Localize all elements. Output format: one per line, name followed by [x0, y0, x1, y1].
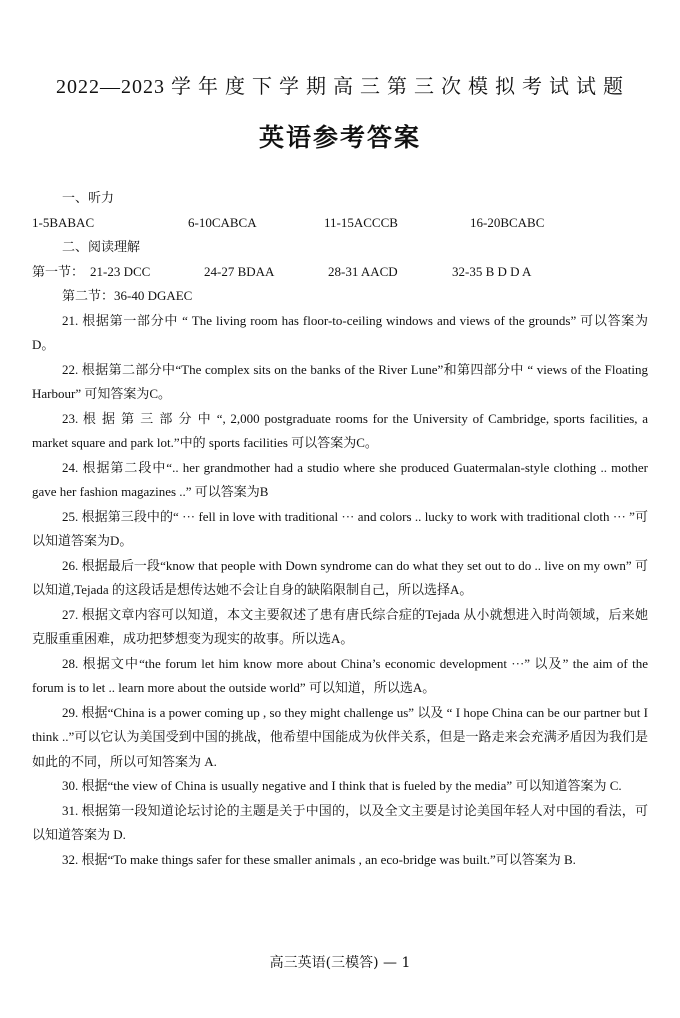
listening-section-label: 一、听力: [62, 190, 115, 205]
reading-group-2: 24-27 BDAA: [204, 263, 275, 279]
explanation-29: 29. 根据“China is a power coming up , so they might challenge us” 以及 “ I hope China can be our partner but I think ..”可以它认为美国受到中国的挑战，他希望中国能成为伙伴关系，但是一路走来会充满矛盾因为我们是如此的不同，所以可知答案为 A.: [32, 704, 648, 769]
reading-part1-label: 第一节：: [32, 263, 85, 279]
reading-group-4: 32-35 B D D A: [452, 263, 532, 279]
listening-group-3: 11-15ACCCB: [324, 214, 398, 230]
document-heading: 英语参考答案: [258, 123, 421, 152]
explanation-23: 23. 根 据 第 三 部 分 中 “, 2,000 postgraduate rooms for the University of Cambridge, sports facilities, a market square and park lot.”中的 sports facilities 可以答案为C。: [32, 410, 648, 450]
explanation-22: 22. 根据第二部分中“The complex sits on the banks of the River Lune”和第四部分中 “ views of the Floating Harbour” 可知答案为C。: [32, 361, 648, 401]
explanation-27: 27. 根据文章内容可以知道，本文主要叙述了患有唐氏综合症的Tejada 从小就想进入时尚领域，后来她克服重重困难，成功把梦想变为现实的故事。所以选A。: [32, 606, 648, 646]
explanation-26: 26. 根据最后一段“know that people with Down syndrome can do what they set out to do .. live on my own” 可以知道,Tejada 的这段话是想传达她不会让自身的缺陷限制自己，所以选择A。: [32, 557, 648, 597]
reading-group-3: 28-31 AACD: [328, 263, 398, 279]
explanation-25: 25. 根据第三段中的“ ··· fell in love with traditional ··· and colors .. lucky to work with traditional cloth ··· ”可以知道答案为D。: [32, 508, 648, 548]
reading-part1-answers: [32, 260, 648, 285]
explanation-21: 21. 根据第一部分中 “ The living room has floor-to-ceiling windows and views of the grounds” 可以答案为D。: [32, 312, 648, 352]
exam-title: 2022—2023 学 年 度 下 学 期 高 三 第 三 次 模 拟 考 试 试 题: [56, 76, 624, 98]
page-footer: 高三英语(三模答) — 1: [269, 955, 411, 971]
listening-group-2: 6-10CABCA: [188, 214, 257, 230]
listening-group-4: 16-20BCABC: [470, 214, 545, 230]
explanation-30: 30. 根据“the view of China is usually negative and I think that is fueled by the media” 可以知道答案为 C.: [62, 778, 622, 793]
explanation-31: 31. 根据第一段知道论坛讨论的主题是关于中国的，以及全文主要是讨论美国年轻人对中国的看法，可以知道答案为 D.: [32, 802, 648, 842]
listening-answers: [32, 211, 648, 236]
reading-part2-answers: 第二节：36-40 DGAEC: [62, 288, 193, 303]
explanation-24: 24. 根据第二段中“.. her grandmother had a studio where she produced Guatermalan-style clothing .. mother gave her fashion magazines ..” 可以答案为B: [32, 459, 648, 499]
explanation-32: 32. 根据“To make things safer for these smaller animals , an eco-bridge was built.”可以答案为 B.: [62, 851, 576, 867]
reading-group-1: 21-23 DCC: [90, 263, 151, 279]
listening-group-1: 1-5BABAC: [32, 214, 95, 230]
answer-content: [32, 186, 648, 872]
reading-section-label: 二、阅读理解: [62, 239, 141, 254]
explanation-28: 28. 根据文中“the forum let him know more about China’s economic development ···” 以及” the aim of the forum is to let .. learn more about the outside world” 可以知道，所以选A。: [32, 655, 648, 695]
